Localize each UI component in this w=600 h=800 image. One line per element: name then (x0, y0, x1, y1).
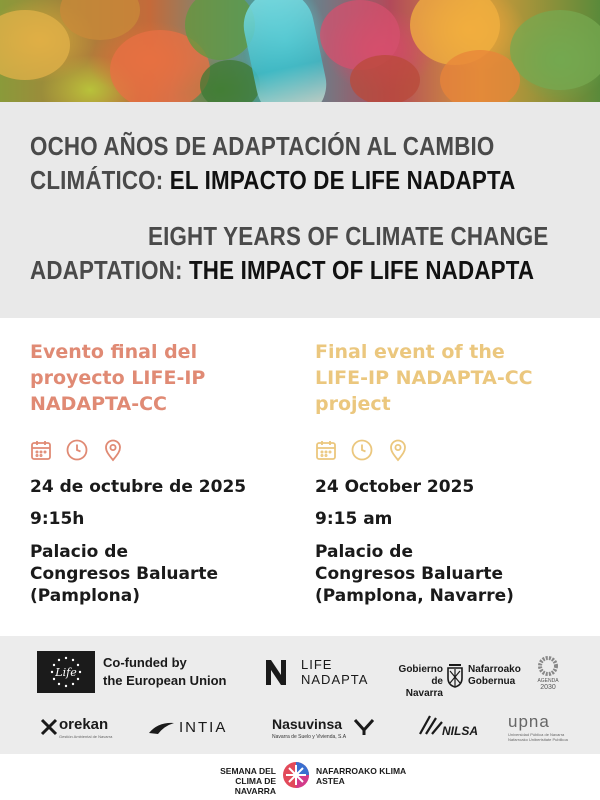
footer-left-line1: SEMANA DEL (220, 766, 276, 776)
event-title-en-line3: project (315, 393, 391, 415)
nilsa-swoosh-icon (418, 712, 444, 738)
title-es-line2-dark: EL IMPACTO DE LIFE NADAPTA (169, 165, 516, 195)
event-venue-en-line1: Palacio de (315, 542, 413, 562)
life-nadapta-line2: NADAPTA (301, 672, 369, 687)
nasuvinsa-subtext: Navarra de Suelo y Vivienda, S.A (272, 734, 347, 740)
intia-text: INTIA (179, 719, 228, 736)
hero-forest-river-image (0, 0, 600, 102)
nilsa-logo (418, 712, 478, 742)
upna-logo (508, 712, 578, 742)
nasuvinsa-logo (272, 716, 377, 742)
title-en-line1-text: EIGHT YEARS OF CLIMATE CHANGE (148, 221, 549, 251)
event-title-en-line2: LIFE-IP NADAPTA-CC (315, 367, 533, 389)
calendar-icon (314, 438, 338, 462)
title-en-line1 (148, 219, 548, 253)
intia-logo (148, 718, 243, 740)
life-eu-logo (37, 651, 95, 693)
title-es-line1 (30, 129, 494, 163)
event-venue-en-line2: Congresos Baluarte (315, 564, 504, 584)
upna-subtext-line1: Universidad Pública de Navarra (508, 732, 565, 737)
eu-cofunded-line1: Co-funded by (103, 655, 187, 670)
nasuvinsa-text: Nasuvinsa (272, 716, 343, 732)
intia-leaf-icon (148, 720, 176, 736)
orekan-icon (40, 718, 58, 736)
agenda-line2: 2030 (540, 684, 556, 691)
eu-cofunded-text (103, 654, 227, 690)
navarra-coat-of-arms-icon (445, 660, 465, 688)
event-time-es: 9:15h (30, 509, 85, 529)
event-title-es-line2: proyecto LIFE-IP (30, 367, 206, 389)
agenda-2030-wheel-icon (537, 655, 559, 677)
event-title-en (315, 339, 533, 417)
title-en-line2-dark: THE IMPACT OF LIFE NADAPTA (188, 255, 535, 285)
nasuvinsa-y-icon (354, 718, 374, 736)
event-title-es-line3: NADAPTA-CC (30, 393, 167, 415)
agenda-2030-logo (533, 655, 563, 693)
life-nadapta-text (301, 657, 368, 687)
eu-cofunded-line2: the European Union (103, 673, 227, 688)
clock-icon (350, 438, 374, 462)
calendar-icon (29, 438, 53, 462)
event-title-en-line1: Final event of the (315, 341, 505, 363)
upna-subtext-line2: Nafarroako Unibertsitate Publikoa (508, 737, 568, 742)
title-band (0, 102, 600, 318)
upna-text: upna (508, 712, 550, 731)
orekan-logo (40, 716, 120, 742)
agenda-2030-text (533, 678, 563, 692)
footer-right-line1: NAFARROAKO KLIMA (316, 766, 407, 776)
title-es-line2 (30, 163, 515, 197)
event-venue-en (315, 541, 514, 607)
event-venue-en-line3: (Pamplona, Navarre) (315, 586, 514, 606)
orekan-subtext: Gestión Ambiental de Navarra (59, 734, 113, 739)
event-venue-es-line1: Palacio de (30, 542, 128, 562)
nafarroako-line1: Nafarroako (468, 664, 521, 675)
nadapta-n-icon (263, 657, 299, 687)
event-icons-es (29, 438, 125, 462)
gobierno-navarra-text-eu (468, 664, 521, 688)
life-nadapta-line1: LIFE (301, 657, 333, 672)
footer-left-line2: CLIMA DE NAVARRA (234, 776, 276, 796)
event-date-en: 24 October 2025 (315, 477, 475, 497)
event-venue-es (30, 541, 218, 607)
title-es-line2-gray: CLIMÁTICO: (30, 165, 170, 195)
event-time-en: 9:15 am (315, 509, 393, 529)
gobierno-line2: de Navarra (405, 676, 443, 699)
gobierno-navarra-text-es (393, 664, 443, 700)
nilsa-text: NILSA (442, 724, 478, 738)
event-venue-es-line3: (Pamplona) (30, 586, 140, 606)
agenda-line1: AGENDA (537, 678, 559, 684)
gobierno-line1: Gobierno (398, 664, 443, 675)
title-en-line2-gray: ADAPTATION: (30, 255, 189, 285)
event-venue-es-line2: Congresos Baluarte (30, 564, 219, 584)
nafarroako-line2: Gobernua (468, 676, 516, 687)
event-icons-en (314, 438, 410, 462)
life-badge-text: Life (55, 666, 77, 679)
title-en-line2 (30, 253, 534, 287)
life-nadapta-logo (263, 657, 369, 689)
event-title-es (30, 339, 205, 417)
climate-week-logo-icon (282, 761, 310, 789)
event-date-es: 24 de octubre de 2025 (30, 477, 247, 497)
upna-subtext (508, 732, 568, 742)
footer-klima-astea-eu (316, 766, 406, 786)
clock-icon (65, 438, 89, 462)
title-es-line1-text: OCHO AÑOS DE ADAPTACIÓN AL CAMBIO (30, 131, 495, 161)
event-title-es-line1: Evento final del (30, 341, 198, 363)
footer-semana-clima-es (196, 766, 276, 796)
orekan-text: orekan (59, 716, 109, 733)
footer-right-line2: ASTEA (316, 776, 345, 786)
location-pin-icon (386, 438, 410, 462)
location-pin-icon (101, 438, 125, 462)
